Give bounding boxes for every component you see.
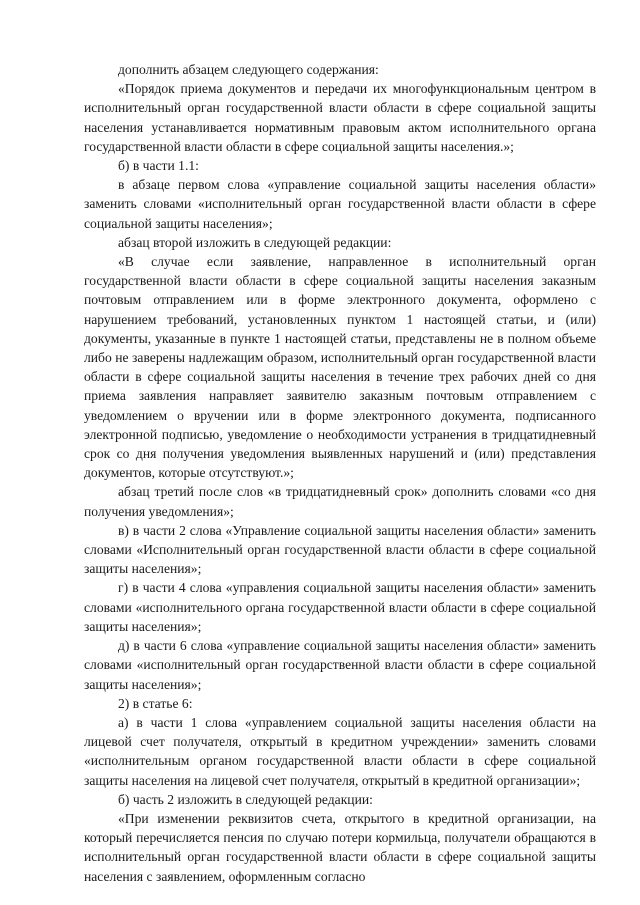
paragraph: «При изменении реквизитов счета, открытого в кредитной организации, на который перечисляется пенсия по случаю потери кормильца, получатели обращаются в исполнительный орган государственной власти области в сфере социальной защиты населения с заявлением, оформленным согласно xyxy=(84,810,596,884)
paragraph: абзац третий после слов «в тридцатидневный срок» дополнить словами «со дня получения уведомления»; xyxy=(84,484,596,519)
paragraph: 2) в статье 6: xyxy=(118,695,193,711)
paragraph: «Порядок приема документов и передачи их многофункциональным центром в исполнительный орган государственной власти области в сфере социальной защиты населения устанавливается нормативным правовым актом исполнительного органа государственной власти области в сфере социальной защиты населения.»; xyxy=(84,81,596,154)
paragraph: д) в части 6 слова «управление социальной защиты населения области» заменить словами «исполнительный орган государственной власти области в сфере социальной защиты населения»; xyxy=(84,638,596,692)
paragraph: б) в части 1.1: xyxy=(118,158,199,174)
paragraph: б) часть 2 изложить в следующей редакции: xyxy=(118,791,373,807)
paragraph: абзац второй изложить в следующей редакции: xyxy=(118,234,392,250)
paragraph: дополнить абзацем следующего содержания: xyxy=(118,62,379,77)
paragraph: «В случае если заявление, направленное в исполнительный орган государственной власти области в сфере социальной защиты населения заказным почтовым отправлением или в форме электронного документа, оформлено с нарушением требований, установленных пунктом 1 настоящей статьи, и (или) документы, указанные в пункте 1 настоящей статьи, представлены не в полном объеме либо не заверены надлежащим образом, исполнительный орган государственной власти области в сфере социальной защиты населения в течение трех рабочих дней со дня приема заявления направляет заявителю заказным почтовым отправлением с уведомлением о вручении или в форме электронного документа, подписанного электронной подписью, уведомление о необходимости устранения в тридцатидневный срок со дня получения уведомления выявленных нарушений и (или) представления документов, которые отсутствуют.»; xyxy=(84,254,596,481)
document-page xyxy=(84,60,596,886)
paragraph: в) в части 2 слова «Управление социальной защиты населения области» заменить словами «Исполнительный орган государственной власти области в сфере социальной защиты населения»; xyxy=(84,522,596,577)
paragraph: г) в части 4 слова «управления социальной защиты населения области» заменить словами «исполнительного органа государственной власти области в сфере социальной защиты населения»; xyxy=(84,580,596,634)
paragraph: а) в части 1 слова «управлением социальной защиты населения области на лицевой счет получателя, открытый в кредитном учреждении» заменить словами «исполнительным органом государственной власти области в сфере социальной защиты населения на лицевой счет получателя, открытый в кредитной организации»; xyxy=(84,714,596,788)
paragraph: в абзаце первом слова «управление социальной защиты населения области» заменить словами «исполнительный орган государственной власти области в сфере социальной защиты населения»; xyxy=(84,177,596,231)
